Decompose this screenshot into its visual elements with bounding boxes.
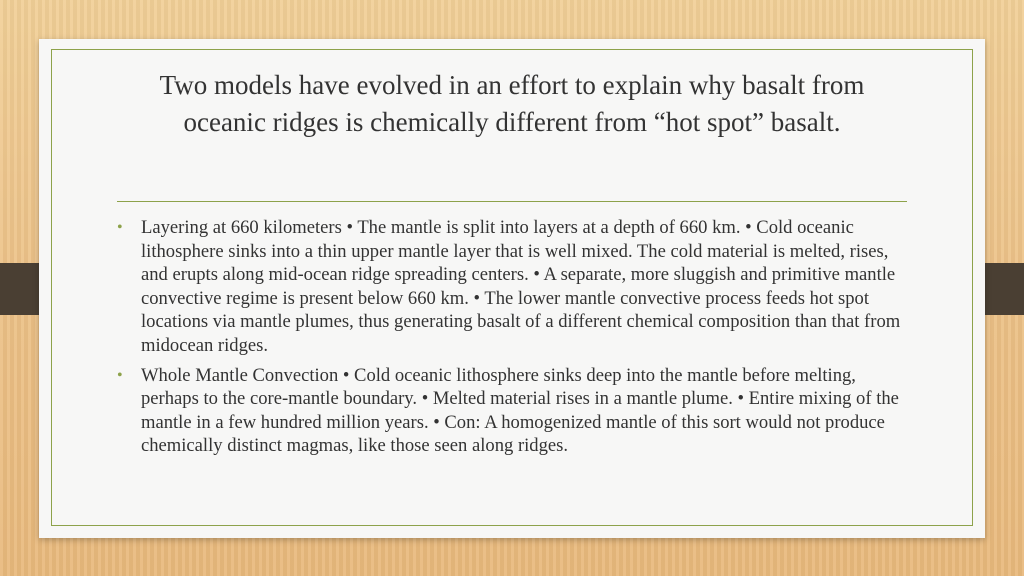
title-divider bbox=[117, 201, 907, 202]
bullet-item-whole-mantle bbox=[117, 364, 909, 458]
bullet-text: Layering at 660 kilometers • The mantle is split into layers at a depth of 660 km. • Cold oceanic lithosphere sinks into a thin upper mantle layer that is well mixed. The cold material is melted, rises, and erupts along mid-ocean ridge spreading centers. • A separate, more sluggish and primitive mantle convective regime is present below 660 km. • The lower mantle convective process feeds hot spot locations via mantle plumes, thus generating basalt of a different chemical composition than that from midocean ridges. bbox=[141, 217, 901, 356]
bullet-text: Whole Mantle Convection • Cold oceanic lithosphere sinks deep into the mantle before melting, perhaps to the core-mantle boundary. • Melted material rises in a mantle plume. • Entire mixing of the mantle in a few hundred million years. • Con: A homogenized mantle of this sort would not produce chemically distinct magmas, like those seen along ridges. bbox=[141, 364, 899, 457]
bullet-dot-icon: • bbox=[117, 219, 123, 236]
title-line-2: oceanic ridges is chemically different from “hot spot” basalt. bbox=[183, 107, 841, 137]
slide-card bbox=[39, 39, 985, 538]
title-line-1: Two models have evolved in an effort to explain why basalt from bbox=[159, 70, 865, 100]
bullet-list bbox=[117, 216, 909, 464]
bullet-dot-icon: • bbox=[117, 366, 123, 384]
bullet-item-layering bbox=[117, 216, 909, 358]
slide-title bbox=[99, 67, 925, 141]
